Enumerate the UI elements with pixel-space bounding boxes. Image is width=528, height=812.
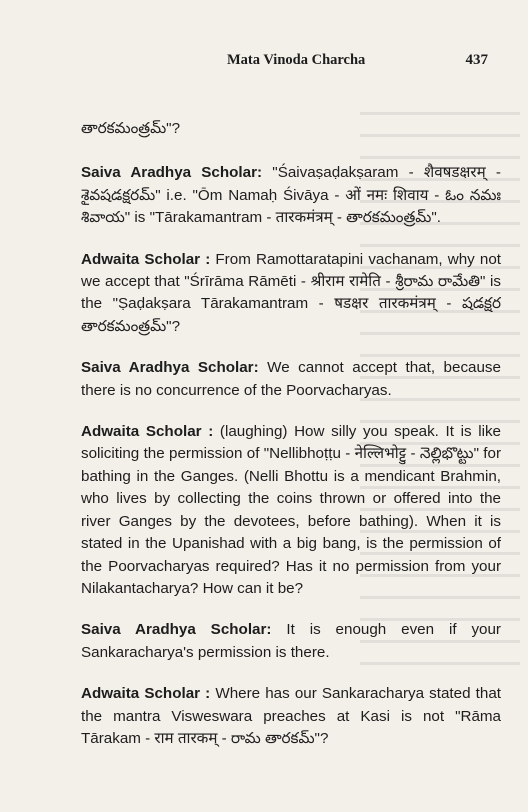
paragraph-text: From Ramottaratapini vachanam, why not we accept that "Śrīrāma Rāmēti - श्रीराम रामेति - శ్రీరామ రామేతి" is the "Ṣaḍakṣara Tārakamantram - षडक्षर तारकमंत्रम् - షడక్షర తారకమంత్రమ్"? (81, 250, 501, 335)
page-header (0, 52, 528, 76)
speaker-label: Adwaita Scholar : (81, 250, 211, 268)
speaker-label: Saiva Aradhya Scholar: (81, 164, 263, 182)
paragraph (81, 421, 501, 600)
paragraph (81, 357, 501, 402)
paragraph (81, 118, 501, 140)
paragraph (81, 619, 501, 664)
running-title: Mata Vinoda Charcha (227, 52, 366, 68)
paragraph-text: తారకమంత్రమ్"? (81, 120, 181, 137)
paragraph-text: Where has our Sankaracharya stated that the mantra Visweswara preaches at Kasi is not "Rāma Tārakam - राम तारकम् - రామ తారకమ్"? (81, 685, 501, 747)
paragraph-text: It is enough even if your Sankaracharya's permission is there. (81, 621, 501, 661)
speaker-label: Saiva Aradhya Scholar: (81, 359, 259, 377)
paragraph (81, 249, 501, 339)
paragraph (81, 683, 501, 750)
paragraph-text: "Śaivaṣaḍakṣaram - शैवषडक्षरम् - శైవషడక్షరమ్" i.e. "Ōm Namaḥ Śivāya - ओं नमः शिवाय - ఓం నమః శివాయ" is "Tārakamantram - तारकमंत्रम् - తారకమంత్రమ్". (81, 164, 501, 227)
speaker-label: Adwaita Scholar : (81, 423, 214, 441)
speaker-label: Saiva Aradhya Scholar: (81, 621, 272, 639)
page-number: 437 (465, 52, 488, 68)
speaker-label: Adwaita Scholar : (81, 685, 211, 703)
paragraph (81, 162, 501, 229)
paragraph-text: We cannot accept that, because there is no concurrence of the Poorvacharyas. (81, 359, 501, 399)
body-text (81, 118, 501, 769)
paragraph-text: (laughing) How silly you speak. It is like soliciting the permission of "Nellibhoṭṭu - नेल्लिभोट्टु - నెల్లిభొట్టు" for bathing in the Ganges. (Nelli Bhottu is a mendicant Brahmin, who lives by collecting the coins thrown or offered into the river Ganges by the devotees, before bathing). When it is stated in the Upanishad with a big bang, is the permission of the Poorvacharyas required? Has it no permission from your Nilakantacharya? How can it be? (81, 423, 501, 597)
